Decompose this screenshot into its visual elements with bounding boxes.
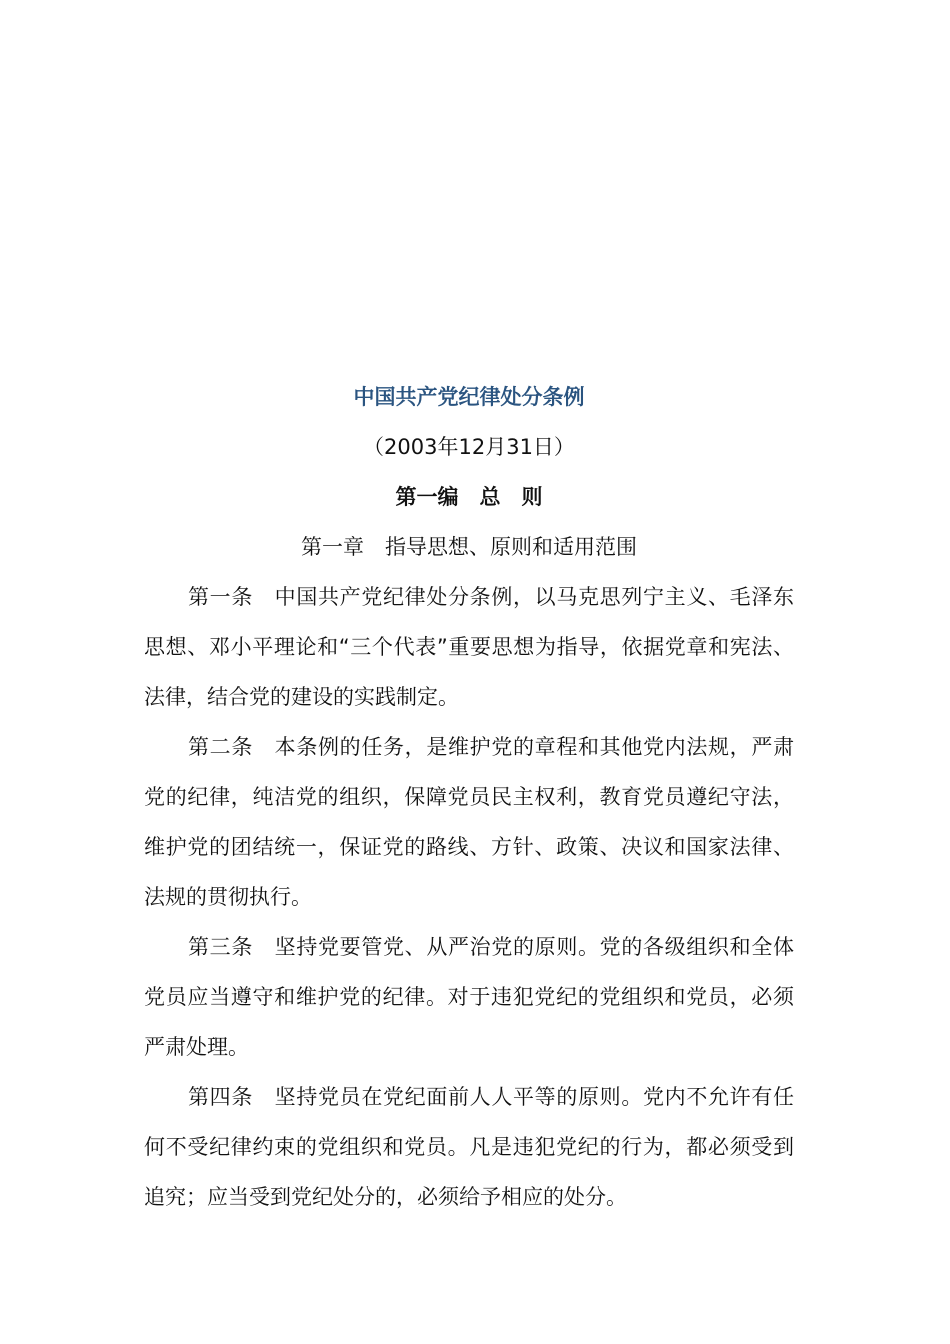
part-heading: 第一编 总 则 xyxy=(395,485,543,509)
document-date: （2003年12月31日） xyxy=(363,435,575,459)
article-1: 第一条 中国共产党纪律处分条例，以马克思列宁主义、毛泽东思想、邓小平理论和“三个代表”重要思想为指导，依据党章和宪法、法律，结合党的建设的实践制定。 xyxy=(144,585,794,709)
document-body xyxy=(144,372,794,1222)
article-2: 第二条 本条例的任务，是维护党的章程和其他党内法规，严肃党的纪律，纯洁党的组织，保障党员民主权利，教育党员遵纪守法，维护党的团结统一，保证党的路线、方针、政策、决议和国家法律、法规的贯彻执行。 xyxy=(144,735,794,909)
chapter-heading: 第一章 指导思想、原则和适用范围 xyxy=(301,535,637,559)
article-3: 第三条 坚持党要管党、从严治党的原则。党的各级组织和全体党员应当遵守和维护党的纪律。对于违犯党纪的党组织和党员，必须严肃处理。 xyxy=(144,935,794,1059)
document-title: 中国共产党纪律处分条例 xyxy=(353,385,585,409)
article-4: 第四条 坚持党员在党纪面前人人平等的原则。党内不允许有任何不受纪律约束的党组织和党员。凡是违犯党纪的行为，都必须受到追究；应当受到党纪处分的，必须给予相应的处分。 xyxy=(144,1085,794,1209)
